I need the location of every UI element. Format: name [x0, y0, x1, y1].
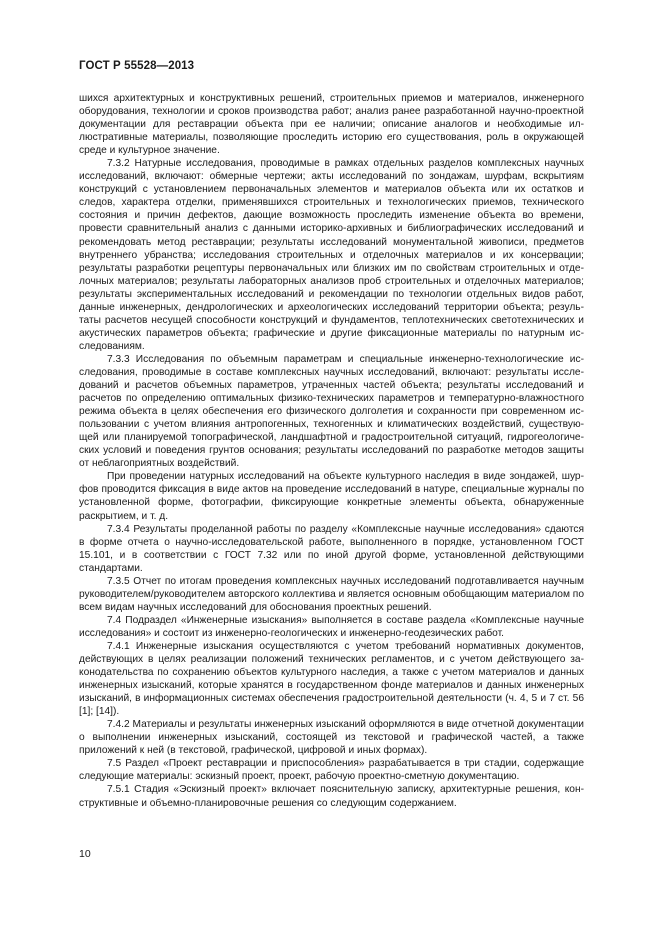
- paragraph-7-4-1: 7.4.1 Инженерные изыскания осуществляются с учетом требований нормативных документов, действующих в целях реализации положений технических регламентов, и с учетом действующего законодательства по сохранению объектов культурного наследия, а также с учетом материалов и данных инженерных изысканий, которые хранятся в государственном фонде материалов и данных инженерных изысканий, в информационных системах обеспечения градостроительной деятельности (ч. 4, 5 и 7 ст. 56 [1]; [14]).: [79, 640, 584, 718]
- paragraph-7-3-3: 7.3.3 Исследования по объемным параметрам и специальные инженерно-технологические исследования, проводимые в составе комплексных научных исследований, включают: результаты исследований и расчетов объемных параметров, утраченных частей объекта; результаты исследований и расчетов по определению оптимальных физико-технических параметров и температурно-влажностного режима объекта в целях обеспечения его физического долголетия и сохранности при современном использовании с учетом влияния антропогенных, техногенных и климатических воздействий, существующей или планируемой топографической, ландшафтной и градостроительной ситуаций, гидрогеологических условий и поведения грунтов основания; результаты исследований по разработке методов защиты от неблагоприятных воздействий.: [79, 353, 584, 470]
- paragraph-7-4: 7.4 Подраздел «Инженерные изыскания» выполняется в составе раздела «Комплексные научные исследования» и состоит из инженерно-геологических и инженерно-геодезических работ.: [79, 614, 584, 639]
- document-body: [79, 92, 584, 810]
- paragraph-continuation: шихся архитектурных и конструктивных решений, строительных приемов и материалов, инженерного оборудования, технологии и сроков производства работ; анализ ранее разработанной научно-проектной документации для реставрации объекта при ее наличии; описание аналогов и необходимые иллюстративные материалы, позволяющие проследить историю его существования, роль в окружающей среде и культурное значение.: [79, 93, 584, 157]
- paragraph-7-5-1: 7.5.1 Стадия «Эскизный проект» включает пояснительную записку, архитектурные решения, конструктивные и объемно-планировочные решения со следующим содержанием.: [79, 784, 584, 809]
- page-number: 10: [79, 848, 91, 860]
- paragraph-7-3-2: 7.3.2 Натурные исследования, проводимые в рамках отдельных разделов комплексных научных исследований, включают: обмерные чертежи; акты исследований по зондажам, шурфам, вскрытиям конструкций с установлением первоначальных элементов и материалов объекта или их остатков и следов, характера отделки, применявшихся строительных и технологических приемов, технического состояния и причин дефектов, дающие возможность проследить изменение объекта во времени, провести сравнительный анализ с данными историко-архивных и библиографических исследований и рекомендовать метод реставрации; результаты исследований монументальной живописи, предметов внутреннего убранства; исследования строительных и отделочных материалов и их консервации; результаты разработки рецептуры первоначальных или близких им по свойствам строительных и отделочных материалов; результаты лабораторных анализов проб строительных и отделочных материалов; результаты экспериментальных исследований и рекомендации по технологии отдельных видов работ, данные инженерных, дендрологических и археологических исследований территории объекта; результаты расчетов несущей способности конструкций и фундаментов, теплотехнических светотехнических и акустических параметров объекта; графические и другие фиксационные материалы по натурным исследованиям.: [79, 158, 584, 352]
- paragraph-7-5: 7.5 Раздел «Проект реставрации и приспособления» разрабатывается в три стадии, содержащие следующие материалы: эскизный проект, проект, рабочую проектно-сметную документацию.: [79, 758, 584, 783]
- standard-header: ГОСТ Р 55528—2013: [79, 60, 195, 72]
- paragraph-7-3-5: 7.3.5 Отчет по итогам проведения комплексных научных исследований подготавливается научным руководителем/руководителем авторского коллектива и является основным обобщающим материалом по всем видам научных исследований для обоснования проектных решений.: [79, 575, 584, 613]
- paragraph-7-3-4: 7.3.4 Результаты проделанной работы по разделу «Комплексные научные исследования» сдаются в форме отчета о научно-исследовательской работе, выполненного в порядке, установленном ГОСТ 15.101, и в соответствии с ГОСТ 7.32 или по иной другой форме, установленной действующими стандартами.: [79, 523, 584, 574]
- paragraph-field-fixation: При проведении натурных исследований на объекте культурного наследия в виде зондажей, шурфов проводится фиксация в виде актов на проведение исследований в натуре, специальные журналы по установленной форме, фотографии, фиксирующие конкретные элементы объекта, обнаруженные раскрытием, и т. д.: [79, 471, 584, 522]
- paragraph-7-4-2: 7.4.2 Материалы и результаты инженерных изысканий оформляются в виде отчетной документации о выполнении инженерных изысканий, состоящей из текстовой и графической частей, а также приложений к ней (в текстовой, графической, цифровой и иных формах).: [79, 719, 584, 757]
